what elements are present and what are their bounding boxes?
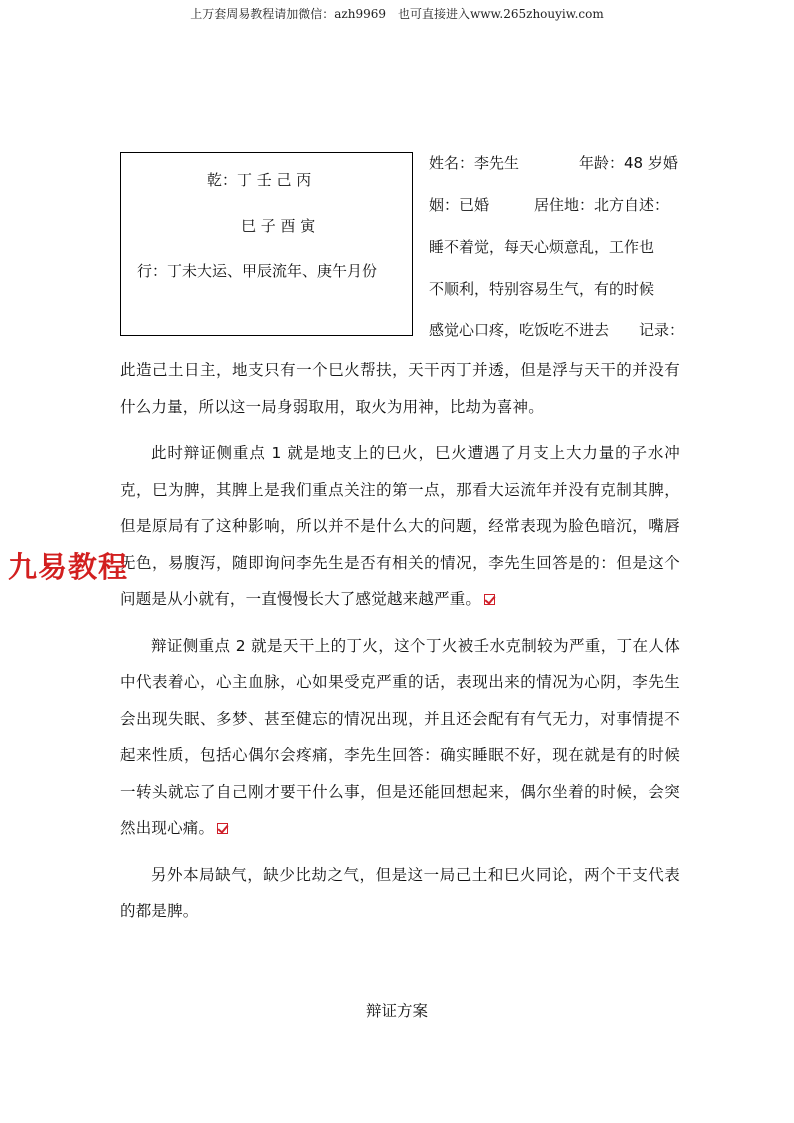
- info-line-5: 感觉心口疼，吃饭吃不进去 记录：: [429, 321, 685, 339]
- checkbox-checked-icon: [484, 594, 495, 605]
- info-line-1: 姓名：李先生 年龄：48 岁婚: [429, 154, 678, 172]
- chart-stems-line: 乾：丁 壬 己 丙: [207, 171, 312, 189]
- paragraph-point-1: 此时辩证侧重点 1 就是地支上的巳火，巳火遭遇了月支上大力量的子水冲克，巳为脾，其脾上是我们重点关注的第一点，那看大运流年并没有克制其脾，但是原局有了这种影响，所以并不是什么大的问题，经常表现为脸色暗沉，嘴唇无色，易腹泻，随即询问李先生是否有相关的情况，李先生回答是的：但是这个问题是从小就有，一直慢慢长大了感觉越来越严重。: [120, 444, 680, 608]
- chart-branches-line: 巳 子 酉 寅: [241, 217, 316, 235]
- chart-luck-line: 行：丁未大运、甲辰流年、庚午月份: [137, 262, 378, 280]
- checkbox-checked-icon: [217, 823, 228, 834]
- body-text: [120, 352, 680, 930]
- bazi-chart-box: [120, 152, 413, 336]
- paragraph-analysis: 此造己土日主，地支只有一个巳火帮扶，天干丙丁并透，但是浮与天干的并没有什么力量，所以这一局身弱取用，取火为用神，比劫为喜神。: [120, 361, 680, 416]
- paragraph-point-3: 另外本局缺气，缺少比劫之气，但是这一局己土和巳火同论，两个干支代表的都是脾。: [120, 865, 680, 920]
- info-line-2: 姻：已婚 居住地：北方自述：: [429, 196, 670, 214]
- section-title: 辩证方案: [365, 1002, 428, 1020]
- paragraph-point-2: 辩证侧重点 2 就是天干上的丁火，这个丁火被壬水克制较为严重，丁在人体中代表着心，心主血脉，心如果受克严重的话，表现出来的情况为心阴，李先生会出现失眠、多梦、甚至健忘的情况出现，并且还会配有有气无力，对事情提不起来性质，包括心偶尔会疼痛，李先生回答：确实睡眠不好，现在就是有的时候一转头就忘了自己刚才要干什么事，但是还能回想起来，偶尔坐着的时候，会突然出现心痛。: [120, 636, 680, 837]
- info-line-3: 睡不着觉，每天心烦意乱，工作也: [429, 238, 655, 256]
- watermark-logo: 九易教程: [8, 550, 129, 584]
- page-header: 上万套周易教程请加微信：azh9969 也可直接进入www.265zhouyiw.com: [190, 7, 604, 21]
- info-line-4: 不顺利，特别容易生气，有的时候: [429, 280, 655, 298]
